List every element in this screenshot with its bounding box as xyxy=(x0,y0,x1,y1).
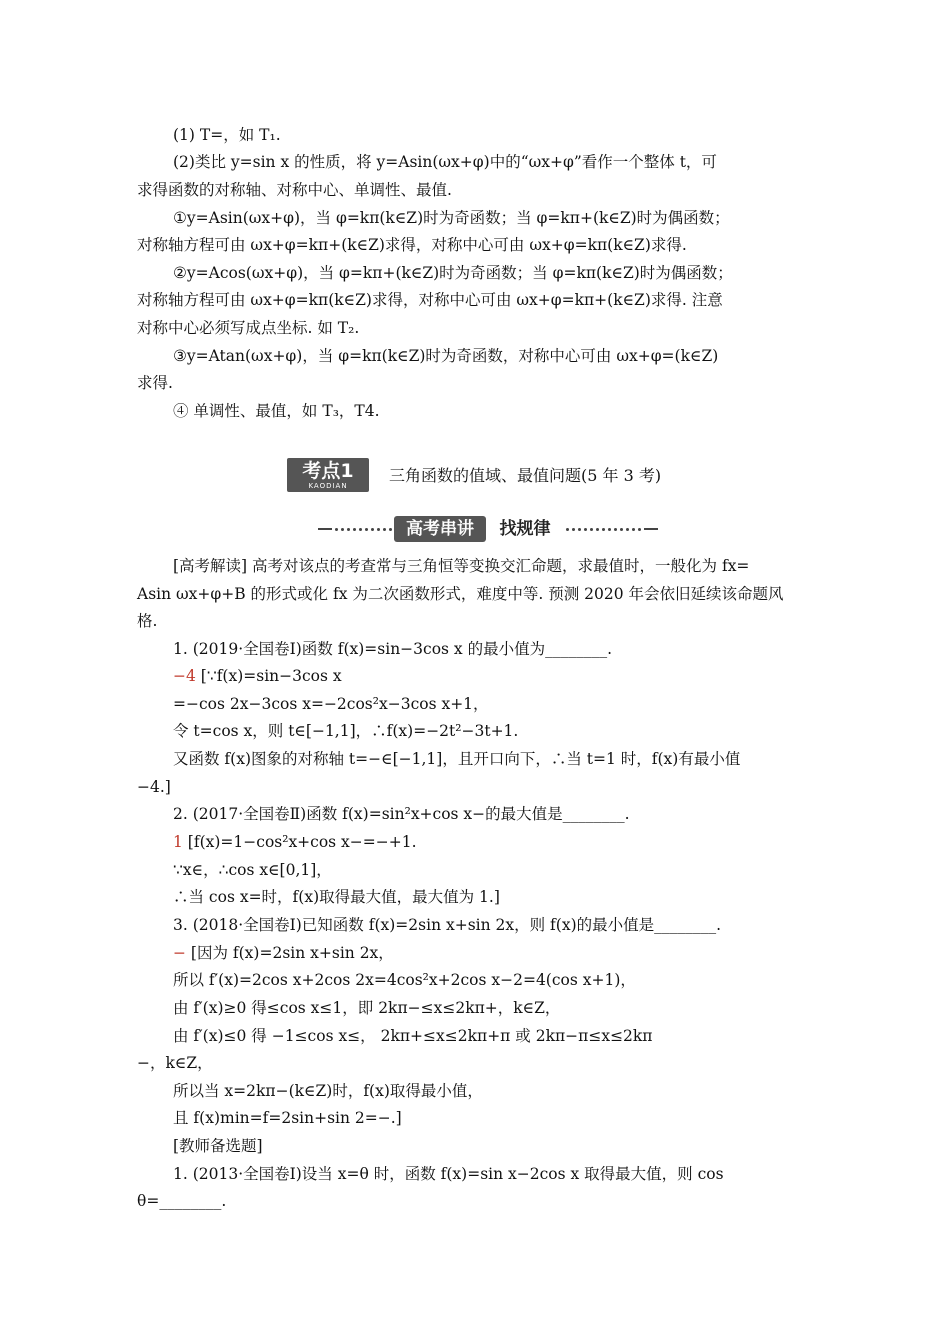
text-line: 由 f′(x)≥0 得≤cos x≤1，即 2kπ−≤x≤2kπ+，k∈Z， xyxy=(173,999,561,1017)
text-line: 且 f(x)min=f=2sin+sin 2=−.] xyxy=(173,1109,402,1127)
text-line: 令 t=cos x，则 t∈[−1,1]，∴f(x)=−2t²−3t+1. xyxy=(173,722,519,740)
text-line: ②y=Acos(ωx+φ)，当 φ=kπ+(k∈Z)时为奇函数；当 φ=kπ(k∈Z)时为偶函数； xyxy=(173,264,733,282)
text-line: [教师备选题] xyxy=(173,1137,263,1155)
section-badge-label: 考点1 xyxy=(302,460,354,482)
text-line: 对称中心必须写成点坐标. 如 T₂. xyxy=(137,319,360,337)
answer-line xyxy=(173,832,417,852)
question-line: 2. (2017·全国卷Ⅱ)函数 f(x)=sin²x+cos x−的最大值是________. xyxy=(173,805,630,823)
text-line: 所以当 x=2kπ−(k∈Z)时，f(x)取得最小值， xyxy=(173,1082,483,1100)
text-line: [高考解读] 高考对该点的考查常与三角恒等变换交汇命题，求最值时，一般化为 fx= xyxy=(173,557,750,575)
subsection-pill-right: 找规律 xyxy=(499,519,551,539)
text-line: (2)类比 y=sin x 的性质，将 y=Asin(ωx+φ)中的“ωx+φ”看作一个整体 t，可 xyxy=(173,153,717,171)
text-line: (1) T=，如 T₁. xyxy=(173,126,281,144)
question-line: 3. (2018·全国卷Ⅰ)已知函数 f(x)=2sin x+sin 2x，则 f(x)的最小值是________. xyxy=(173,916,722,934)
answer-text: [∵f(x)=sin−3cos x xyxy=(195,667,342,685)
text-line: ④ 单调性、最值，如 T₃，T4. xyxy=(173,402,380,420)
text-line: 由 f′(x)≤0 得 −1≤cos x≤， 2kπ+≤x≤2kπ+π 或 2kπ−π≤x≤2kπ xyxy=(173,1027,653,1045)
answer-text: [因为 f(x)=2sin x+sin 2x， xyxy=(186,944,394,962)
section-badge xyxy=(287,458,369,492)
subsection-pill: 高考串讲 xyxy=(394,516,486,542)
question-line: 1. (2019·全国卷Ⅰ)函数 f(x)=sin−3cos x 的最小值为________. xyxy=(173,640,613,658)
text-line: ∵x∈，∴cos x∈[0,1]， xyxy=(173,861,332,879)
text-line: 又函数 f(x)图象的对称轴 t=−∈[−1,1]，且开口向下，∴当 t=1 时，f(x)有最小值 xyxy=(173,750,741,768)
question-line: 1. (2013·全国卷Ⅰ)设当 x=θ 时，函数 f(x)=sin x−2cos x 取得最大值，则 cos xyxy=(173,1165,724,1183)
text-line: 所以 f′(x)=2cos x+2cos 2x=4cos²x+2cos x−2=4(cos x+1)， xyxy=(173,971,636,989)
answer-line xyxy=(173,943,394,963)
text-line: 对称轴方程可由 ωx+φ=kπ+(k∈Z)求得，对称中心可由 ωx+φ=kπ(k∈Z)求得. xyxy=(137,236,687,254)
text-line: ③y=Atan(ωx+φ)，当 φ=kπ(k∈Z)时为奇函数，对称中心可由 ωx+φ=(k∈Z) xyxy=(173,347,719,365)
section-title: 三角函数的值域、最值问题(5 年 3 考) xyxy=(389,466,662,485)
answer-text: [f(x)=1−cos²x+cos x−=−+1. xyxy=(182,833,417,851)
section-badge-sub: KAODIAN xyxy=(308,482,348,490)
text-line: 求得. xyxy=(137,374,173,392)
text-line: =−cos 2x−3cos x=−2cos²x−3cos x+1， xyxy=(173,695,489,713)
answer-value: −4 xyxy=(173,667,196,685)
text-line: ①y=Asin(ωx+φ)，当 φ=kπ(k∈Z)时为奇函数；当 φ=kπ+(k∈Z)时为偶函数； xyxy=(173,209,730,227)
text-line: −，k∈Z， xyxy=(137,1054,213,1072)
text-line: 对称轴方程可由 ωx+φ=kπ(k∈Z)求得，对称中心可由 ωx+φ=kπ+(k∈Z)求得. 注意 xyxy=(137,291,723,309)
text-line: 求得函数的对称轴、对称中心、单调性、最值. xyxy=(137,181,452,199)
divider-dots-right xyxy=(566,526,658,532)
text-line: 格. xyxy=(137,612,158,630)
answer-value: − xyxy=(173,944,186,962)
text-line: −4.] xyxy=(137,778,171,796)
text-line: ∴当 cos x=时，f(x)取得最大值，最大值为 1.] xyxy=(173,888,500,906)
text-line: θ=________. xyxy=(137,1192,227,1210)
answer-line xyxy=(173,666,342,686)
text-line: Asin ωx+φ+B 的形式或化 fx 为二次函数形式，难度中等. 预测 2020 年会依旧延续该命题风 xyxy=(137,585,784,603)
answer-value: 1 xyxy=(173,833,183,851)
